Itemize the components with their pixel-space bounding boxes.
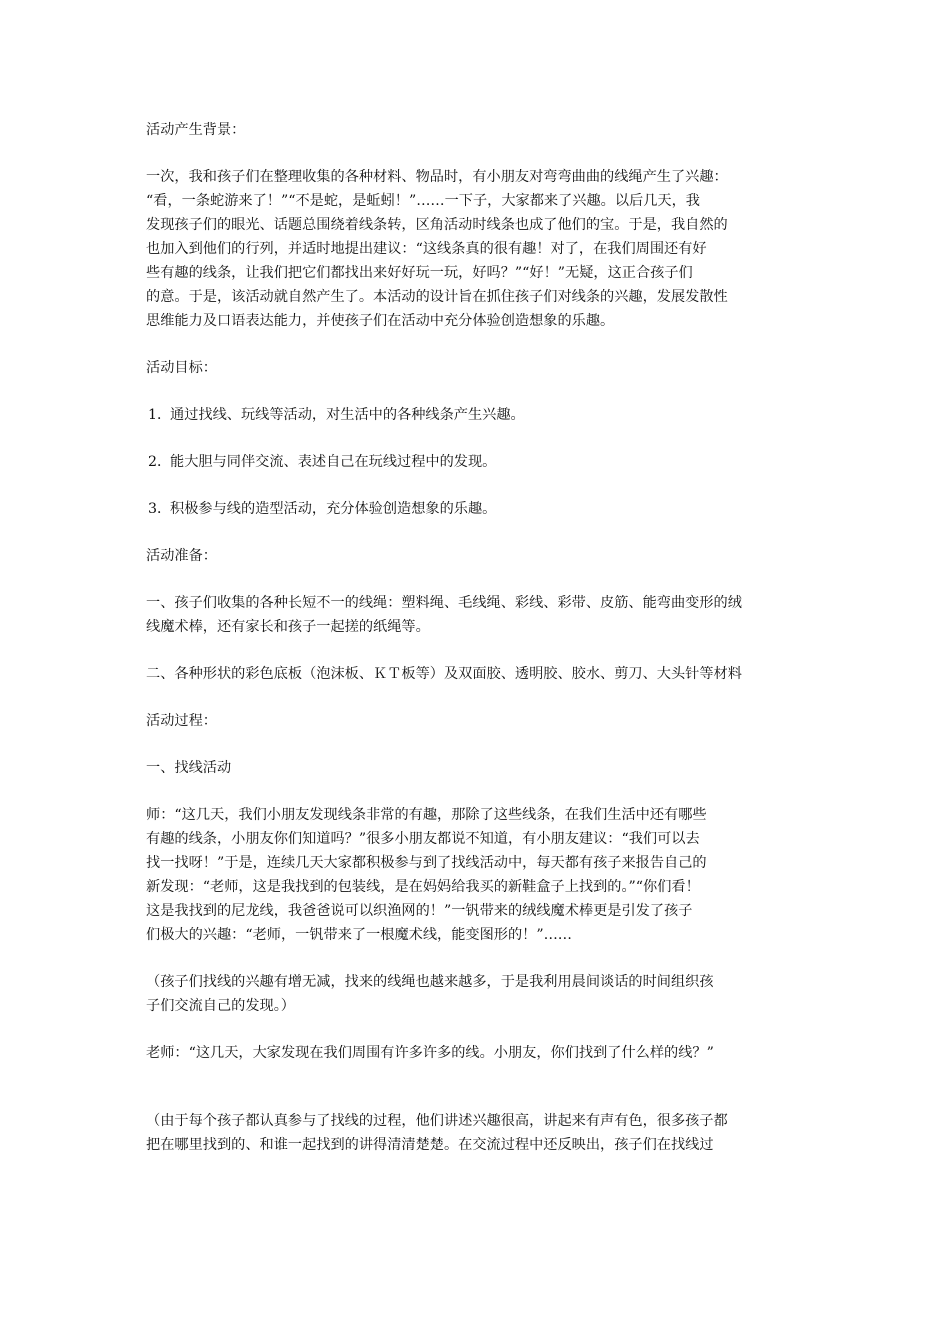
process-paragraph-1 — [146, 803, 812, 947]
goal-text: 能大胆与同伴交流、表述自己在玩线过程中的发现。 — [170, 454, 497, 470]
text-line: 一、孩子们收集的各种长短不一的线绳：塑料绳、毛线绳、彩线、彩带、皮筋、能弯曲变形的绒 — [146, 595, 742, 611]
process-paragraph-2 — [146, 970, 812, 1018]
text-line: 子们交流自己的发现。） — [146, 998, 295, 1014]
goal-item — [146, 497, 812, 521]
process-heading: 活动过程： — [146, 713, 217, 729]
goal-number: 1． — [148, 407, 172, 423]
text-line: “看，一条蛇游来了！”“不是蛇，是蚯蚓！”……一下子，大家都来了兴趣。以后几天，我 — [146, 193, 700, 209]
preparation-heading: 活动准备： — [146, 548, 217, 564]
text-line: 们极大的兴趣：“老师，一钒带来了一根魔术线，能变图形的！”…… — [146, 927, 572, 943]
text-line: 把在哪里找到的、和谁一起找到的讲得清清楚楚。在交流过程中还反映出，孩子们在找线过 — [146, 1137, 714, 1153]
text-line: （由于每个孩子都认真参与了找线的过程，他们讲述兴趣很高，讲起来有声有色，很多孩子都 — [146, 1113, 728, 1129]
goal-number: 3． — [148, 501, 172, 517]
goal-item — [146, 450, 812, 474]
text-line: 思维能力及口语表达能力，并使孩子们在活动中充分体验创造想象的乐趣。 — [146, 313, 615, 329]
text-line: （孩子们找线的兴趣有增无减，找来的线绳也越来越多，于是我利用晨间谈话的时间组织孩 — [146, 974, 714, 990]
text-line: 也加入到他们的行列，并适时地提出建议：“这线条真的很有趣！对了，在我们周围还有好 — [146, 241, 707, 257]
goal-item — [146, 403, 812, 427]
preparation-item-1 — [146, 591, 812, 639]
process-paragraph-4 — [146, 1109, 812, 1157]
background-heading: 活动产生背景： — [146, 122, 246, 138]
goal-number: 2． — [148, 454, 172, 470]
text-line: 些有趣的线条，让我们把它们都找出来好好玩一玩，好吗？”“好！”无疑，这正合孩子们 — [146, 265, 693, 281]
text-line: 这是我找到的尼龙线，我爸爸说可以织渔网的！”一钒带来的绒线魔术棒更是引发了孩子 — [146, 903, 693, 919]
preparation-item-2: 二、各种形状的彩色底板（泡沫板、ＫＴ板等）及双面胶、透明胶、胶水、剪刀、大头针等材料 — [146, 666, 742, 682]
text-line: 发现孩子们的眼光、话题总围绕着线条转，区角活动时线条也成了他们的宝。于是，我自然的 — [146, 217, 728, 233]
background-paragraph — [146, 165, 812, 333]
document-page — [146, 118, 812, 1157]
text-line: 一次，我和孩子们在整理收集的各种材料、物品时，有小朋友对弯弯曲曲的线绳产生了兴趣： — [146, 169, 728, 185]
text-line: 新发现：“老师，这是我找到的包装线，是在妈妈给我买的新鞋盒子上找到的。”“你们看！ — [146, 879, 700, 895]
goals-heading: 活动目标： — [146, 360, 217, 376]
goal-text: 积极参与线的造型活动，充分体验创造想象的乐趣。 — [170, 501, 497, 517]
text-line: 的意。于是，该活动就自然产生了。本活动的设计旨在抓住孩子们对线条的兴趣，发展发散性 — [146, 289, 728, 305]
text-line: 线魔术棒，还有家长和孩子一起搓的纸绳等。 — [146, 619, 430, 635]
process-paragraph-3: 老师：“这几天，大家发现在我们周围有许多许多的线。小朋友，你们找到了什么样的线？” — [146, 1045, 714, 1061]
process-step-1-title: 一、找线活动 — [146, 760, 232, 776]
text-line: 有趣的线条，小朋友你们知道吗？”很多小朋友都说不知道，有小朋友建议：“我们可以去 — [146, 831, 700, 847]
text-line: 师：“这几天，我们小朋友发现线条非常的有趣，那除了这些线条，在我们生活中还有哪些 — [146, 807, 707, 823]
text-line: 找一找呀！”于是，连续几天大家都积极参与到了找线活动中，每天都有孩子来报告自己的 — [146, 855, 707, 871]
goal-text: 通过找线、玩线等活动，对生活中的各种线条产生兴趣。 — [170, 407, 525, 423]
